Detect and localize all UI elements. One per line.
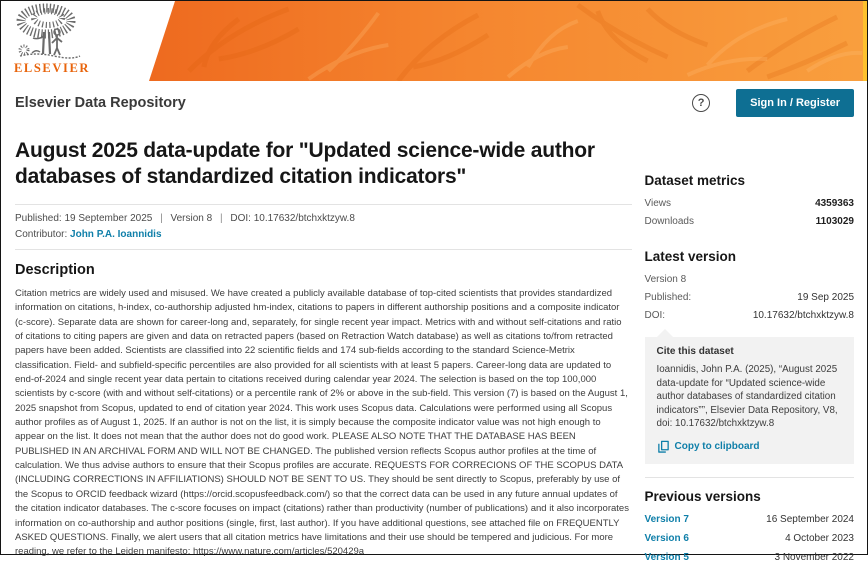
published-label: Published: (15, 213, 62, 224)
metric-row-downloads (645, 216, 855, 227)
latest-published-label: Published: (644, 292, 692, 303)
latest-version-number-row (645, 274, 855, 285)
elsevier-logo[interactable] (14, 5, 106, 76)
previous-versions-heading: Previous versions (644, 488, 761, 504)
site-title: Elsevier Data Repository (15, 95, 186, 111)
previous-version-row (645, 514, 855, 525)
latest-doi-value: 10.17632/btchxktzyw.8 (752, 310, 854, 321)
copy-to-clipboard-button[interactable] (657, 440, 843, 453)
published-date: 19 September 2025 (64, 213, 153, 224)
contributor-link[interactable]: John P.A. Ioannidis (70, 229, 162, 240)
latest-version-published-row (645, 292, 855, 303)
copy-icon (657, 440, 670, 453)
dataset-metrics-heading: Dataset metrics (644, 173, 746, 188)
latest-version-heading: Latest version (644, 249, 737, 264)
site-header (1, 81, 867, 125)
latest-published-date: 19 Sep 2025 (797, 292, 854, 303)
downloads-label: Downloads (644, 216, 694, 227)
leaf-pattern-decoration (149, 1, 867, 81)
latest-doi-label: DOI: (644, 310, 666, 321)
copy-to-clipboard-label: Copy to clipboard (674, 440, 760, 452)
version-5-date: 3 November 2022 (774, 551, 854, 563)
latest-version-doi-row (645, 310, 855, 321)
top-banner (1, 1, 867, 81)
downloads-value: 1103029 (815, 216, 854, 227)
elsevier-logo-text: ELSEVIER (14, 61, 91, 75)
contributor-line (15, 227, 632, 249)
version-7-date: 16 September 2024 (766, 513, 854, 525)
version-6-date: 4 October 2023 (785, 532, 854, 544)
latest-version-number: Version 8 (644, 274, 687, 285)
meta-separator: | (160, 213, 163, 224)
cite-heading: Cite this dataset (656, 346, 734, 357)
doi-label: DOI: (230, 213, 251, 224)
views-label: Views (644, 198, 671, 209)
version-5-link[interactable]: Version 5 (644, 551, 689, 563)
divider-previous-versions (645, 477, 855, 478)
version-label: Version 8 (170, 213, 213, 224)
content-area (1, 125, 867, 571)
previous-version-row (645, 552, 855, 563)
dataset-meta-line (15, 205, 632, 227)
banner-orange-panel (149, 1, 867, 81)
cite-citation-text: Ioannidis, John P.A. (2025), “August 2025 data-update for “Updated science-wide author databases of standardized citation indicators””, Elsevier Data Repository, V8, doi: 10.17632/btchxktzyw.8 (656, 364, 838, 430)
meta-separator: | (219, 213, 223, 224)
views-value: 4359363 (815, 198, 854, 209)
divider-meta (15, 249, 632, 250)
previous-version-row (645, 533, 855, 544)
dataset-title: August 2025 data-update for "Updated science-wide author databases of standardized citation indicators" (15, 139, 595, 188)
main-column (15, 125, 632, 571)
description-text: Citation metrics are widely used and misused. We have created a publicly available database of top-cited scientists that provides standardized information on citations, h-index, co-authorship adjusted hm-index, citations to papers in different authorship positions and a composite indicator (c-score). Separate data are shown for career-long and, separately, for single recent year impact. Metrics with and without self-citations and ratio of citations to citing papers are given and data on retracted papers (based on Retraction Watch database) as well as citations to/from retracted papers have been added. Scientists are classified into 22 scientific fields and 174 sub-fields according to the standard Science-Metrix classification. Field- and subfield-specific percentiles are also provided for all scientists with at least 5 papers. Career-long data are updated to end-of-2024 and single recent year data pertain to citations received during calendar year 2024. The selection is based on the top 100,000 scientists by c-score (with and without self-citations) or a percentile rank of 2% or above in the sub-field. This version (7) is based on the August 1, 2025 snapshot from Scopus, updated to end of citation year 2024. This work uses Scopus data. Calculations were performed using all Scopus author profiles as of August 1, 2025. If an author is not on the list, it is simply because the composite indicator value was not high enough to appear on the list. It does not mean that the author does not do good work. PLEASE ALSO NOTE THAT THE DATABASE HAS BEEN PUBLISHED IN AN ARCHIVAL FORM AND WILL NOT BE CHANGED. The published version reflects Scopus author profiles at the time of calculation. We thus advise authors to ensure that their Scopus profiles are accurate. REQUESTS FOR CORRECIONS OF THE SCOPUS DATA (INCLUDING CORRECTIONS IN AFFILIATIONS) SHOULD NOT BE SENT TO US. They should be sent directly to Scopus, preferably by use of the Scopus to ORCID feedback wizard (https://orcid.scopusfeedback.com/) so that the correct data can be used in any future annual updates of the citation indicator databases. The c-score focuses on impact (citations) rather than productivity (number of publications) and it also incorporates information on co-authorship and author positions (single, first, last author). If you have additional questions, see attached file on FREQUENTLY ASKED QUESTIONS. Finally, we alert users that all citation metrics have limitations and their use should be tempered and judicious. For more reading, we refer to the Leiden manifesto: https://www.nature.com/articles/520429a (15, 288, 629, 558)
version-6-link[interactable]: Version 6 (644, 532, 689, 544)
version-7-link[interactable]: Version 7 (644, 513, 689, 525)
gold-stripe-decoration (863, 1, 867, 81)
sign-in-register-button[interactable]: Sign In / Register (736, 89, 854, 117)
cite-dataset-box (645, 337, 855, 464)
sidebar (645, 125, 855, 571)
help-icon[interactable]: ? (692, 94, 710, 112)
metric-row-views (645, 198, 855, 209)
elsevier-tree-icon (14, 5, 104, 63)
description-heading: Description (15, 262, 95, 278)
doi-value: 10.17632/btchxktzyw.8 (253, 213, 355, 224)
contributor-label: Contributor: (15, 229, 68, 240)
